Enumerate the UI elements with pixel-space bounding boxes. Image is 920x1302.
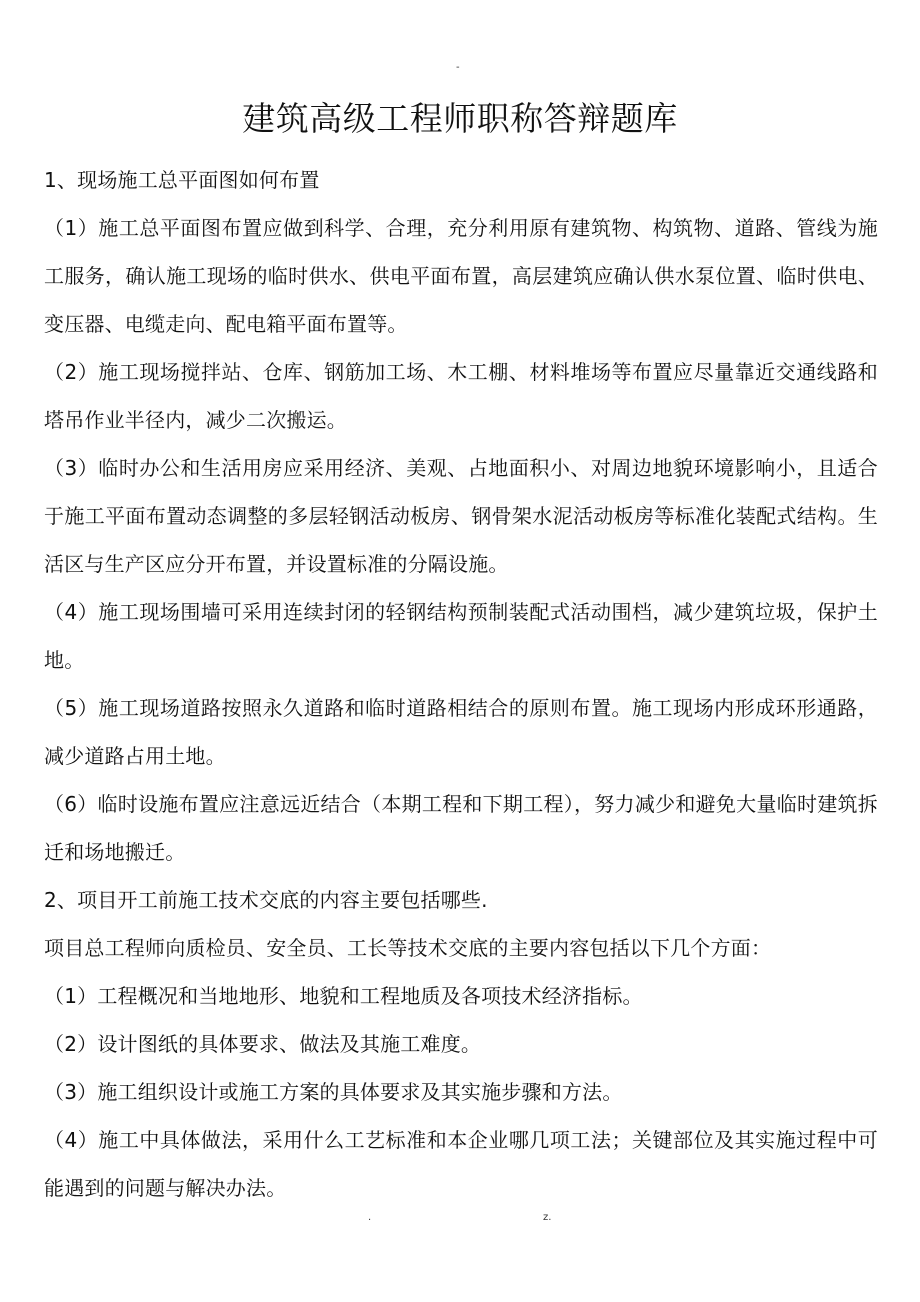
header-mark: - [456,62,460,73]
section-2-paragraph-2: （2）设计图纸的具体要求、做法及其施工难度。 [44,1032,482,1056]
section-2-paragraph-3: （3）施工组织设计或施工方案的具体要求及其实施步骤和方法。 [44,1080,623,1104]
section-1-paragraph-4: （4）施工现场围墙可采用连续封闭的轻钢结构预制装配式活动围档，减少建筑垃圾，保护土地。 [44,600,878,672]
section-1-paragraph-3: （3）临时办公和生活用房应采用经济、美观、占地面积小、对周边地貌环境影响小，且适合于施工平面布置动态调整的多层轻钢活动板房、钢骨架水泥活动板房等标准化装配式结构。生活区与生产区应分开布置，并设置标准的分隔设施。 [44,456,878,576]
section-1-paragraph-5: （5）施工现场道路按照永久道路和临时道路相结合的原则布置。施工现场内形成环形通路，减少道路占用土地。 [44,696,878,768]
section-2-heading: 2、项目开工前施工技术交底的内容主要包括哪些. [44,888,488,912]
footer-dot: . [368,1212,372,1223]
section-1-paragraph-2: （2）施工现场搅拌站、仓库、钢筋加工场、木工棚、材料堆场等布置应尽量靠近交通线路和塔吊作业半径内，减少二次搬运。 [44,360,878,432]
section-2-paragraph-1: （1）工程概况和当地地形、地貌和工程地质及各项技术经济指标。 [44,984,643,1008]
section-1-paragraph-1: （1）施工总平面图布置应做到科学、合理，充分利用原有建筑物、构筑物、道路、管线为施工服务，确认施工现场的临时供水、供电平面布置，高层建筑应确认供水泵位置、临时供电、变压器、电缆走向、配电箱平面布置等。 [44,216,878,336]
section-2-paragraph-4: （4）施工中具体做法，采用什么工艺标准和本企业哪几项工法；关键部位及其实施过程中可能遇到的问题与解决办法。 [44,1128,878,1200]
document-title: 建筑高级工程师职称答辩题库 [242,99,678,138]
section-1-paragraph-6: （6）临时设施布置应注意远近结合（本期工程和下期工程），努力减少和避免大量临时建筑拆迁和场地搬迁。 [44,792,878,864]
section-1-heading: 1、现场施工总平面图如何布置 [44,168,320,192]
section-2-intro: 项目总工程师向质检员、安全员、工长等技术交底的主要内容包括以下几个方面： [44,936,772,960]
footer-mark: z. [543,1212,552,1223]
document-body [44,156,878,1212]
